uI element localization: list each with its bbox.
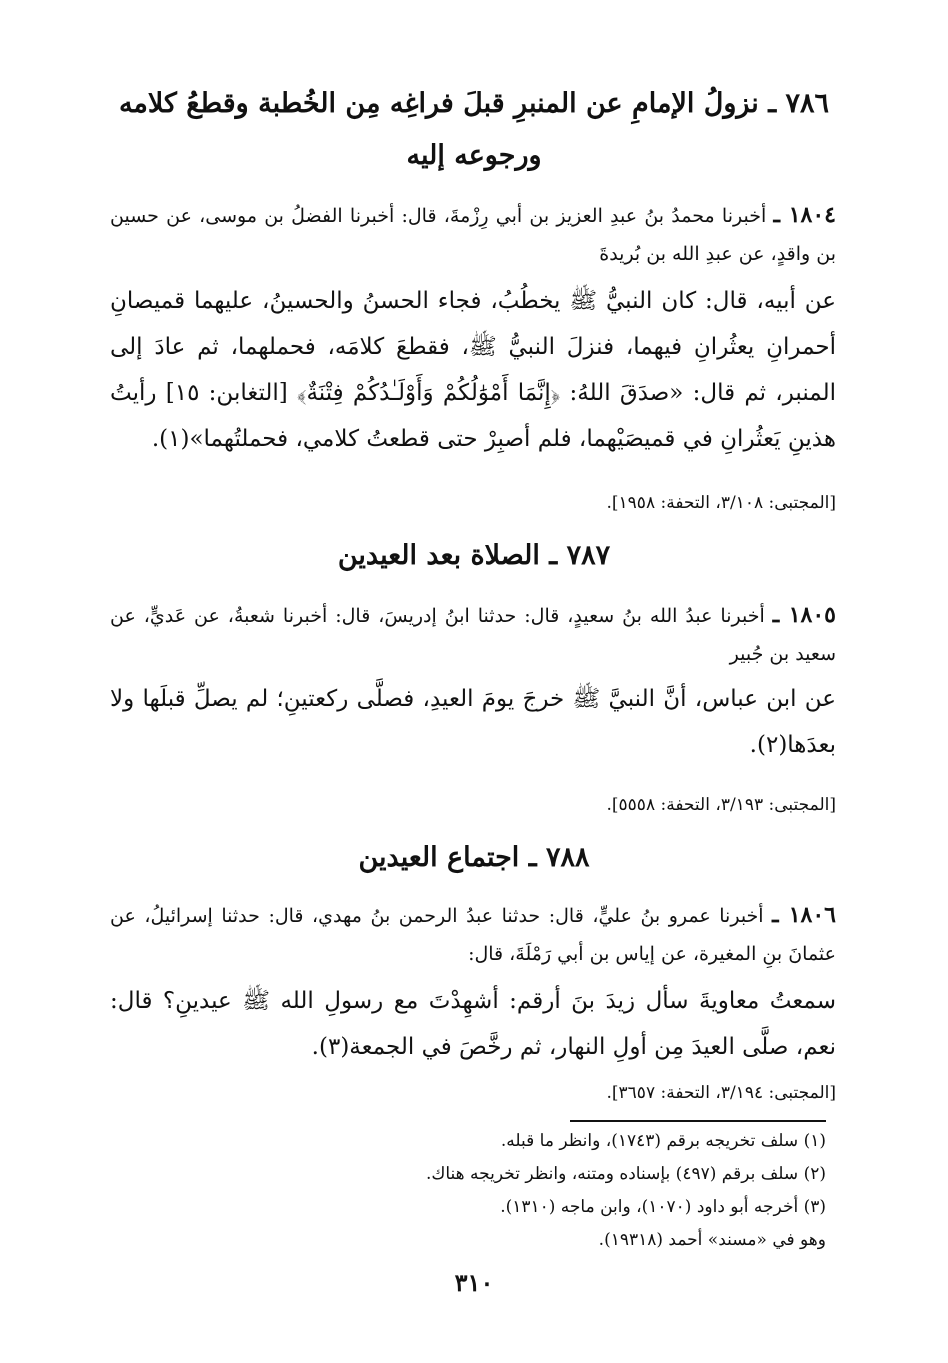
isnad-text: أخبرنا عمرو بنُ عليٍّ، قال: حدثنا عبدُ الرحمن بنُ مهدي، قال: حدثنا إسرائيلُ، عن عثمانَ بنِ المغيرة، عن إياس بن أبي رَمْلَةَ، قال:	[110, 905, 836, 965]
hadith-1806-reference: [المجتبى: ٣/١٩٤، التحفة: ٣٦٥٧].	[606, 1083, 836, 1103]
footnote-item: وهو في «مسند» أحمد (١٩٣١٨).	[598, 1230, 826, 1250]
hadith-1805-isnad	[110, 596, 836, 673]
hadith-number: ١٨٠٤ ـ	[773, 202, 836, 228]
isnad-text: أخبرنا محمدُ بنُ عبدِ العزيز بن أبي رِزْمةَ، قال: أخبرنا الفضلُ بن موسى، عن حسين بن واقدٍ، عن عبدِ الله بن بُريدةَ	[110, 205, 836, 265]
page-number: ٣١٠	[454, 1268, 494, 1297]
hadith-number: ١٨٠٥ ـ	[772, 602, 836, 628]
footnote-item: (٣) أخرجه أبو داود (١٠٧٠)، وابن ماجه (١٣١٠).	[500, 1197, 826, 1217]
chapter-title-line2: ورجوعه إليه	[406, 140, 542, 171]
hadith-1804-reference: [المجتبى: ٣/١٠٨، التحفة: ١٩٥٨].	[606, 493, 836, 513]
hadith-1805-matn: عن ابن عباس، أنَّ النبيَّ ﷺ خرجَ يومَ العيدِ، فصلَّى ركعتينِ؛ لم يصلِّ قبلَها ولا بعدَها(٢).	[110, 686, 836, 758]
isnad-text: أخبرنا عبدُ الله بنُ سعيدٍ، قال: حدثنا ابنُ إدريسَ، قال: أخبرنا شعبةُ، عن عَديٍّ، عن سعيد بن جُبير	[110, 605, 836, 665]
hadith-1806-matn: سمعتُ معاويةَ سأل زيدَ بنَ أرقم: أشهِدْتَ مع رسولِ الله ﷺ عيدينِ؟ قال: نعم، صلَّى العيدَ مِن أولِ النهار، ثم رخَّصَ في الجمعة(٣).	[110, 988, 836, 1060]
hadith-1806-isnad	[110, 896, 836, 973]
footnote-item: (١) سلف تخريجه برقم (١٧٤٣)، وانظر ما قبله.	[500, 1131, 826, 1151]
hadith-1805-reference: [المجتبى: ٣/١٩٣، التحفة: ٥٥٥٨].	[606, 795, 836, 815]
footnotes	[110, 1125, 826, 1257]
footnote-item: (٢) سلف برقم (٤٩٧) بإسناده ومتنه، وانظر تخريجه هناك.	[425, 1164, 826, 1184]
chapter-heading-786	[80, 78, 868, 182]
hadith-number: ١٨٠٦ ـ	[772, 902, 836, 928]
chapter-title-line1: ٧٨٧ ـ الصلاة بعد العيدين	[337, 540, 611, 571]
footnote-divider	[570, 1120, 826, 1122]
hadith-1804-isnad	[110, 196, 836, 273]
chapter-title-line1: ٧٨٨ ـ اجتماع العيدين	[358, 842, 590, 873]
chapter-heading-788	[80, 832, 868, 884]
chapter-title-line1: ٧٨٦ ـ نزولُ الإمامِ عن المنبرِ قبلَ فراغِه مِن الخُطبة وقطعُ كلامه	[118, 88, 830, 119]
chapter-heading-787	[80, 530, 868, 582]
hadith-1804-matn: عن أبيه، قال: كان النبيُّ ﷺ يخطُبُ، فجاء الحسنُ والحسينُ، عليهما قميصانِ أحمرانِ يعثُرانِ فيهما، فنزلَ النبيُّ ﷺ، فقطعَ كلامَه، فحملهما، ثم عادَ إلى المنبر، ثم قال: «صدَقَ اللهُ: ﴿إِنَّمَا أَمْوَٰلُكُمْ وَأَوْلَـٰدُكُمْ فِتْنَةٌ﴾ [التغابن: ١٥] رأيتُ هذينِ يَعثُرانِ في قميصَيْهما، فلم أصبِرْ حتى قطعتُ كلامي، فحملتُهما»(١).	[110, 288, 836, 452]
